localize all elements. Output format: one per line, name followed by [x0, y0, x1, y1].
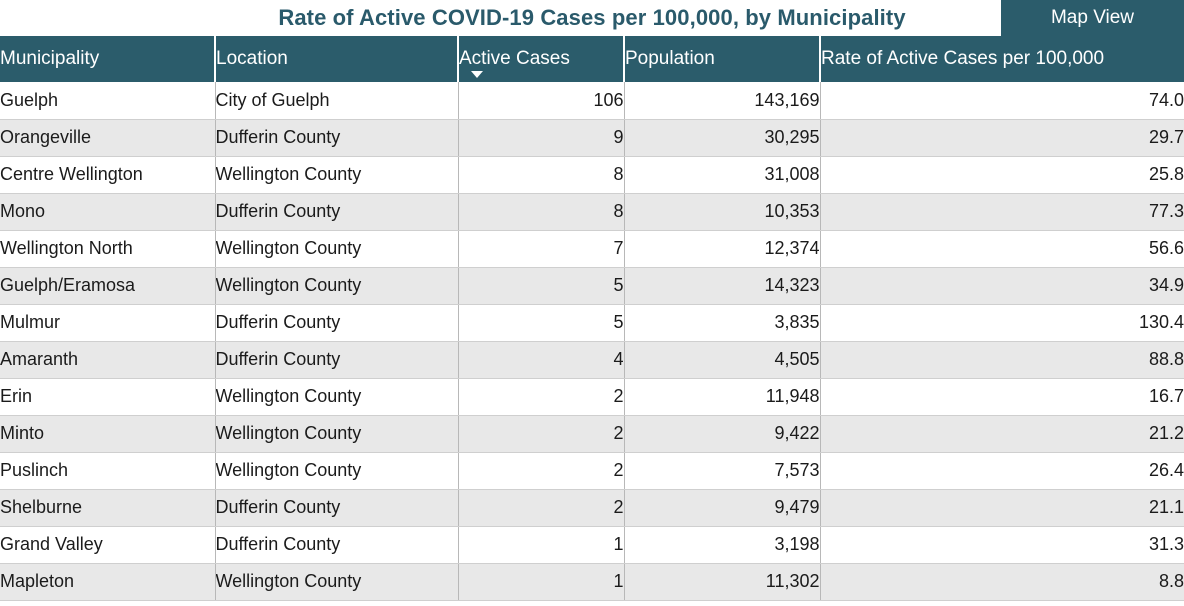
table-row[interactable]: [0, 156, 1184, 193]
cell-location: Dufferin County: [215, 526, 458, 563]
table-row[interactable]: [0, 119, 1184, 156]
table-row[interactable]: [0, 378, 1184, 415]
column-header-municipality[interactable]: [0, 36, 215, 82]
table-row[interactable]: [0, 489, 1184, 526]
column-header-population[interactable]: [624, 36, 820, 82]
column-header-active-cases-label: Active Cases: [459, 48, 570, 69]
cell-municipality: Mono: [0, 193, 215, 230]
cell-location: City of Guelph: [215, 82, 458, 119]
cell-active-cases: 8: [458, 156, 624, 193]
cell-population: 3,198: [624, 526, 820, 563]
cell-population: 3,835: [624, 304, 820, 341]
cell-population: 12,374: [624, 230, 820, 267]
cell-rate: 21.1: [820, 489, 1184, 526]
cell-population: 14,323: [624, 267, 820, 304]
cell-municipality: Guelph: [0, 82, 215, 119]
table-header-row: [0, 36, 1184, 82]
cell-population: 31,008: [624, 156, 820, 193]
cell-location: Dufferin County: [215, 489, 458, 526]
cell-active-cases: 2: [458, 452, 624, 489]
cell-rate: 130.4: [820, 304, 1184, 341]
cell-active-cases: 5: [458, 304, 624, 341]
cell-rate: 26.4: [820, 452, 1184, 489]
table-row[interactable]: [0, 82, 1184, 119]
table-row[interactable]: [0, 563, 1184, 600]
column-header-municipality-label: Municipality: [0, 48, 100, 69]
cell-municipality: Erin: [0, 378, 215, 415]
column-header-rate[interactable]: [820, 36, 1184, 82]
cell-rate: 31.3: [820, 526, 1184, 563]
cell-active-cases: 9: [458, 119, 624, 156]
cell-municipality: Wellington North: [0, 230, 215, 267]
table-row[interactable]: [0, 526, 1184, 563]
cell-rate: 8.8: [820, 563, 1184, 600]
table-row[interactable]: [0, 193, 1184, 230]
cell-rate: 34.9: [820, 267, 1184, 304]
cell-active-cases: 5: [458, 267, 624, 304]
map-view-button[interactable]: Map View: [1001, 0, 1184, 36]
cell-rate: 21.2: [820, 415, 1184, 452]
cell-municipality: Mapleton: [0, 563, 215, 600]
cell-rate: 88.8: [820, 341, 1184, 378]
page-header: [0, 0, 1184, 36]
cell-active-cases: 106: [458, 82, 624, 119]
cell-population: 11,948: [624, 378, 820, 415]
municipality-rate-table: [0, 36, 1184, 601]
cell-location: Wellington County: [215, 230, 458, 267]
table-row[interactable]: [0, 304, 1184, 341]
cell-municipality: Amaranth: [0, 341, 215, 378]
cell-population: 10,353: [624, 193, 820, 230]
cell-population: 143,169: [624, 82, 820, 119]
cell-location: Wellington County: [215, 563, 458, 600]
cell-municipality: Minto: [0, 415, 215, 452]
table-row[interactable]: [0, 415, 1184, 452]
table-row[interactable]: [0, 230, 1184, 267]
page-title: Rate of Active COVID-19 Cases per 100,000, by Municipality: [278, 5, 906, 30]
cell-municipality: Orangeville: [0, 119, 215, 156]
cell-active-cases: 8: [458, 193, 624, 230]
cell-active-cases: 7: [458, 230, 624, 267]
table-row[interactable]: [0, 267, 1184, 304]
cell-population: 9,422: [624, 415, 820, 452]
cell-population: 9,479: [624, 489, 820, 526]
column-header-location[interactable]: [215, 36, 458, 82]
cell-location: Wellington County: [215, 156, 458, 193]
sort-descending-icon: [471, 71, 483, 78]
cell-location: Dufferin County: [215, 193, 458, 230]
cell-rate: 25.8: [820, 156, 1184, 193]
table-row[interactable]: [0, 452, 1184, 489]
cell-location: Wellington County: [215, 378, 458, 415]
cell-population: 30,295: [624, 119, 820, 156]
table-row[interactable]: [0, 341, 1184, 378]
cell-population: 7,573: [624, 452, 820, 489]
cell-location: Dufferin County: [215, 119, 458, 156]
column-header-location-label: Location: [216, 48, 288, 69]
cell-municipality: Shelburne: [0, 489, 215, 526]
cell-population: 4,505: [624, 341, 820, 378]
table-body: [0, 82, 1184, 600]
cell-location: Dufferin County: [215, 341, 458, 378]
cell-location: Wellington County: [215, 267, 458, 304]
cell-population: 11,302: [624, 563, 820, 600]
cell-rate: 29.7: [820, 119, 1184, 156]
cell-active-cases: 2: [458, 489, 624, 526]
column-header-rate-label: Rate of Active Cases per 100,000: [821, 48, 1105, 69]
cell-active-cases: 2: [458, 415, 624, 452]
cell-active-cases: 1: [458, 563, 624, 600]
cell-municipality: Guelph/Eramosa: [0, 267, 215, 304]
cell-rate: 16.7: [820, 378, 1184, 415]
cell-location: Wellington County: [215, 415, 458, 452]
cell-municipality: Grand Valley: [0, 526, 215, 563]
cell-active-cases: 2: [458, 378, 624, 415]
cell-active-cases: 1: [458, 526, 624, 563]
cell-rate: 74.0: [820, 82, 1184, 119]
cell-location: Wellington County: [215, 452, 458, 489]
column-header-population-label: Population: [625, 48, 715, 69]
cell-municipality: Centre Wellington: [0, 156, 215, 193]
cell-rate: 56.6: [820, 230, 1184, 267]
cell-location: Dufferin County: [215, 304, 458, 341]
cell-municipality: Mulmur: [0, 304, 215, 341]
cell-rate: 77.3: [820, 193, 1184, 230]
cell-active-cases: 4: [458, 341, 624, 378]
column-header-active-cases[interactable]: [458, 36, 624, 82]
cell-municipality: Puslinch: [0, 452, 215, 489]
